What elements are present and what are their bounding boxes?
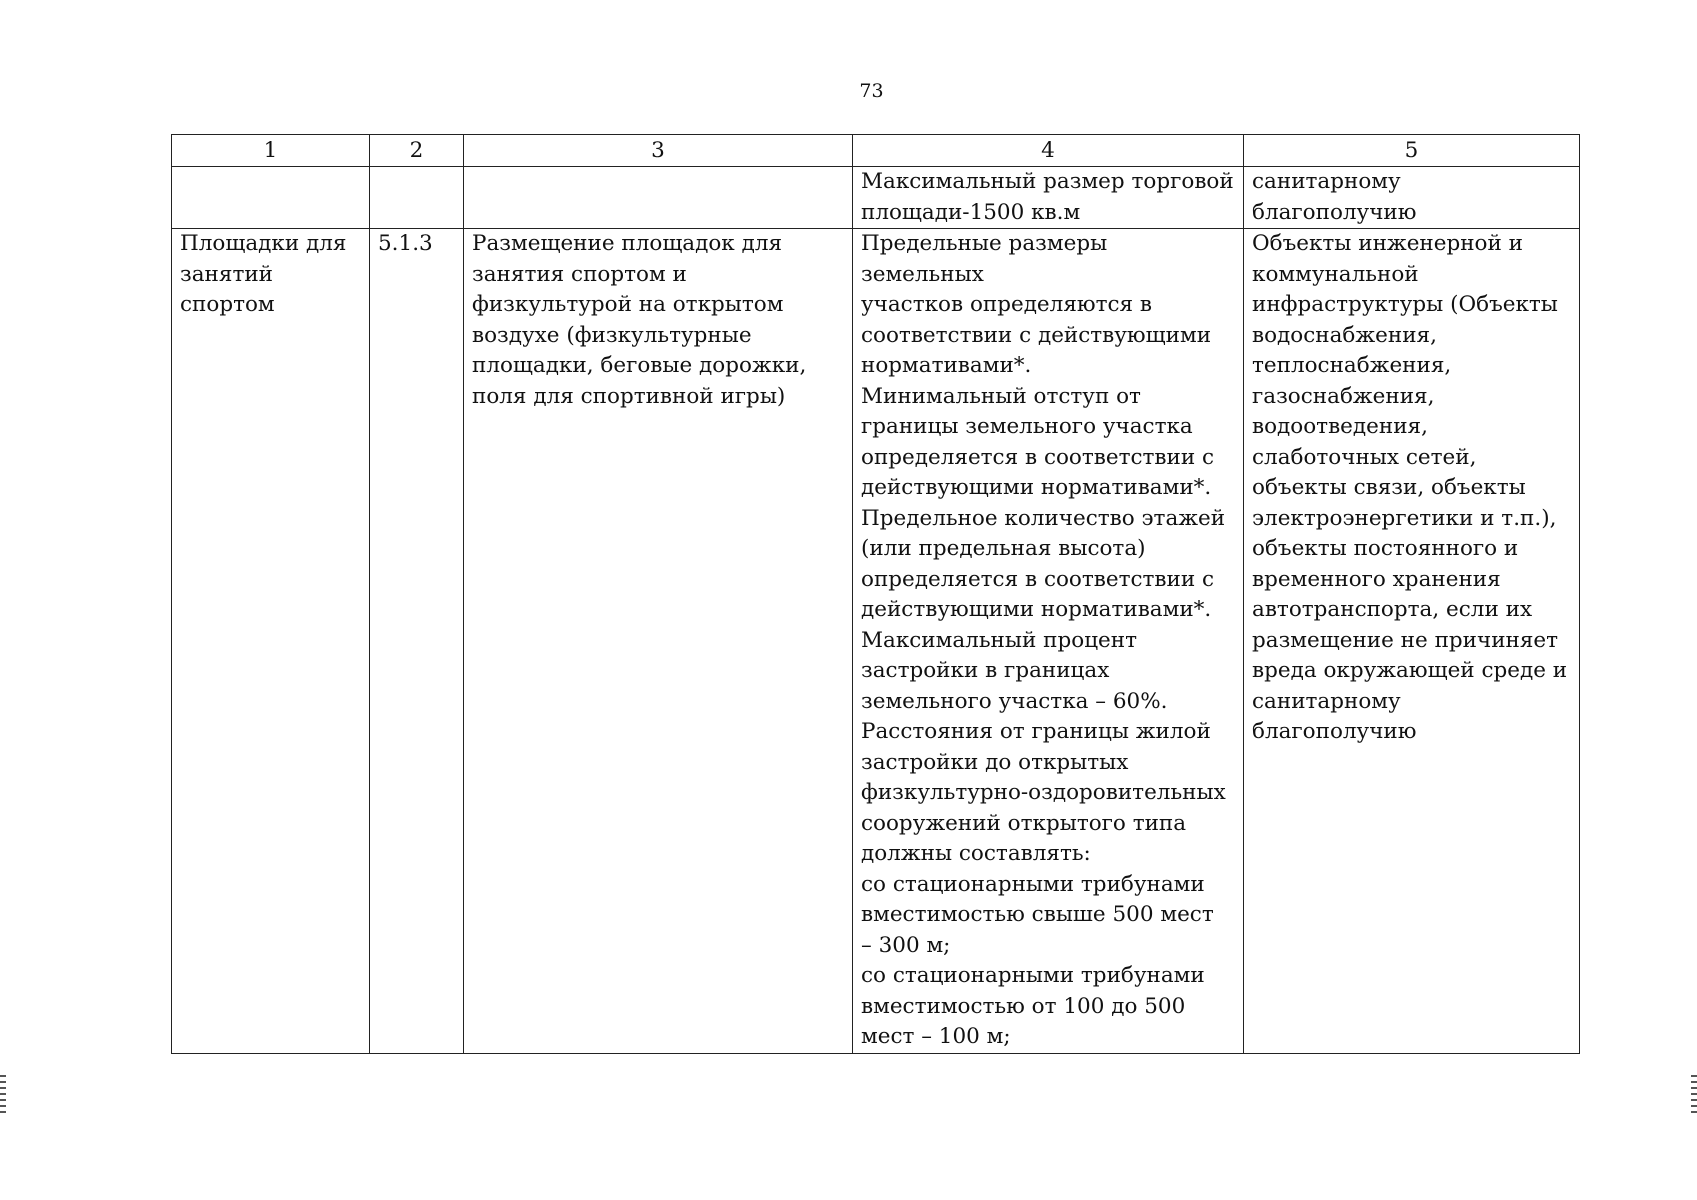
page-number: 73	[859, 80, 884, 102]
left-margin-marks	[0, 1075, 6, 1115]
cell-line: 5.1.3	[378, 231, 433, 256]
cell-line: участков определяются в	[861, 292, 1153, 317]
cell-line: водоотведения,	[1252, 414, 1428, 439]
header-col-4: 4	[853, 135, 1244, 167]
cell-line: Объекты инженерной и	[1252, 231, 1523, 256]
cell-line: соответствии с действующими	[861, 322, 1212, 348]
cell-line: со стационарными трибунами	[861, 871, 1205, 897]
cell-line: границы земельного участка	[861, 414, 1193, 439]
cell-line: действующими нормативами*.	[861, 597, 1212, 622]
cell-description	[464, 229, 853, 1054]
cell-line: вместимостью свыше 500 мест	[861, 902, 1214, 927]
cell-line: застройки до открытых	[861, 749, 1129, 775]
cell-line: занятий	[180, 261, 273, 287]
cell-line: инфраструктуры (Объекты	[1252, 292, 1558, 317]
cell-line: водоснабжения,	[1252, 322, 1437, 348]
cell-line: Максимальный процент	[861, 627, 1137, 653]
cell-line: вместимостью от 100 до 500	[861, 993, 1186, 1019]
cell-continuation-col5	[1244, 167, 1580, 229]
cell-line: автотранспорта, если их	[1252, 597, 1533, 622]
cell-empty-2	[370, 167, 464, 229]
cell-line: благополучию	[1252, 719, 1417, 744]
cell-line: газоснабжения,	[1252, 383, 1435, 409]
cell-line: вреда окружающей среде и	[1252, 658, 1568, 683]
cell-line: определяется в соответствии с	[861, 444, 1215, 470]
cell-line: Размещение площадок для	[472, 231, 783, 256]
cell-line: воздухе (физкультурные	[472, 322, 752, 348]
cell-line: площади-1500 кв.м	[861, 199, 1081, 225]
cell-line: Минимальный отступ от	[861, 383, 1141, 409]
cell-line: определяется в соответствии с	[861, 566, 1215, 592]
cell-line: земельного участка – 60%.	[861, 688, 1168, 714]
cell-empty-1	[172, 167, 370, 229]
cell-line: физкультурно-оздоровительных	[861, 780, 1226, 805]
cell-line: мест – 100 м;	[861, 1024, 1011, 1049]
cell-line: объекты постоянного и	[1252, 536, 1519, 561]
cell-code	[370, 229, 464, 1054]
cell-line: сооружений открытого типа	[861, 810, 1187, 836]
header-col-3: 3	[464, 135, 853, 167]
cell-line: Максимальный размер торговой	[861, 169, 1234, 194]
cell-empty-3	[464, 167, 853, 229]
cell-line: электроэнергетики и т.п.),	[1252, 505, 1557, 531]
cell-line: слаботочных сетей,	[1252, 444, 1477, 470]
cell-line: Расстояния от границы жилой	[861, 719, 1211, 744]
cell-line: спортом	[180, 292, 275, 317]
cell-line: должны составлять:	[861, 841, 1091, 866]
cell-line: действующими нормативами*.	[861, 475, 1212, 500]
cell-line: размещение не причиняет	[1252, 627, 1559, 653]
cell-max-trade-area	[853, 167, 1244, 229]
header-col-1: 1	[172, 135, 370, 167]
cell-use-name	[172, 229, 370, 1054]
table-row-continuation	[172, 167, 1580, 229]
regulations-table	[171, 134, 1580, 1054]
cell-auxiliary-uses	[1244, 229, 1580, 1054]
cell-line: временного хранения	[1252, 566, 1501, 592]
cell-line: благополучию	[1252, 199, 1417, 225]
cell-line: со стационарными трибунами	[861, 963, 1205, 988]
right-margin-marks	[1691, 1075, 1697, 1115]
table-row	[172, 229, 1580, 1054]
cell-line: объекты связи, объекты	[1252, 475, 1526, 500]
cell-line: санитарному	[1252, 169, 1401, 194]
header-col-5: 5	[1244, 135, 1580, 167]
cell-line: санитарному	[1252, 688, 1401, 714]
cell-line: Предельное количество этажей	[861, 505, 1226, 531]
cell-line: Предельные размеры земельных	[861, 231, 1108, 287]
cell-line: Площадки для	[180, 231, 347, 256]
cell-line: теплоснабжения,	[1252, 353, 1452, 378]
header-col-2: 2	[370, 135, 464, 167]
cell-line: (или предельная высота)	[861, 536, 1146, 561]
cell-line: застройки в границах	[861, 658, 1110, 683]
cell-line: поля для спортивной игры)	[472, 383, 786, 409]
cell-line: – 300 м;	[861, 932, 951, 958]
cell-line: нормативами*.	[861, 353, 1032, 378]
cell-line: коммунальной	[1252, 261, 1419, 287]
cell-line: физкультурой на открытом	[472, 292, 784, 317]
cell-parameters	[853, 229, 1244, 1054]
header-row	[172, 135, 1580, 167]
cell-line: занятия спортом и	[472, 261, 687, 287]
cell-line: площадки, беговые дорожки,	[472, 353, 807, 378]
